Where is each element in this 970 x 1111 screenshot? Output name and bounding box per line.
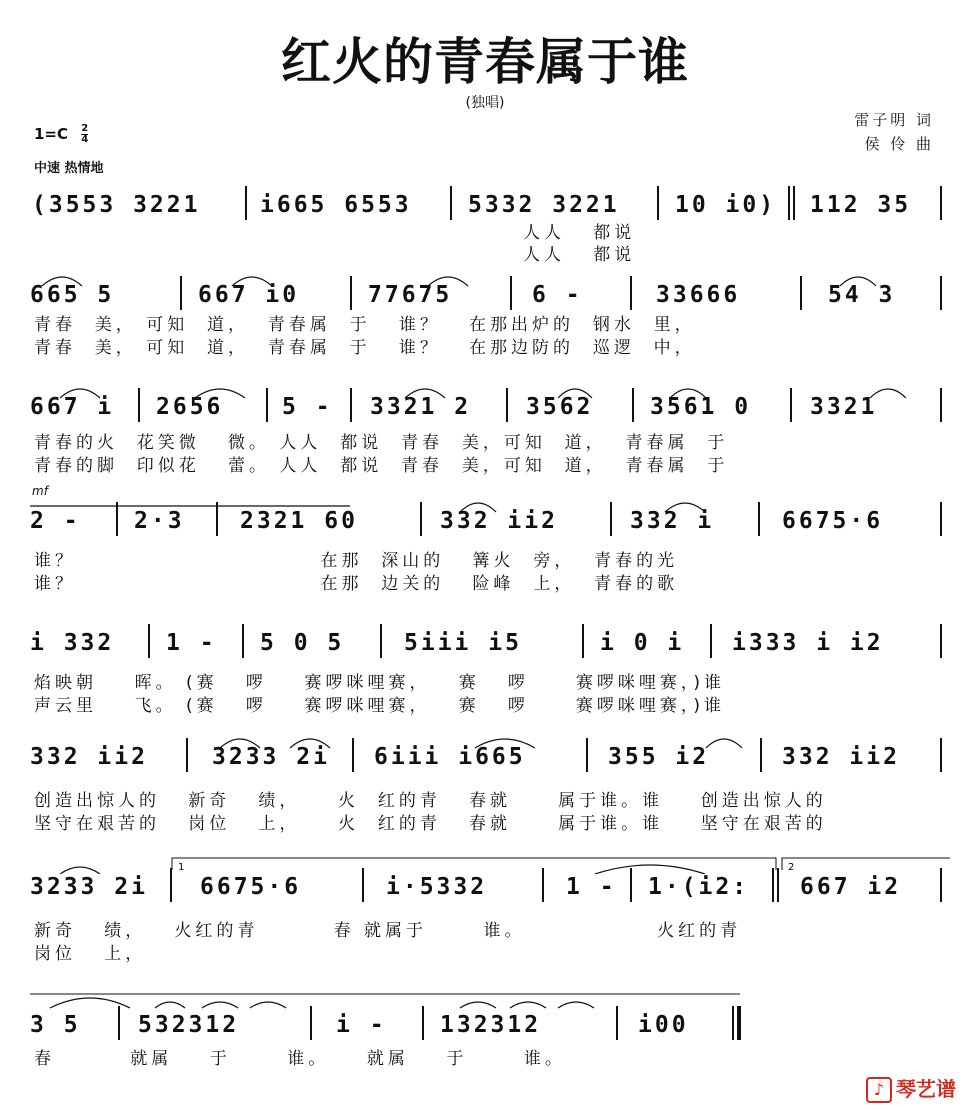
measure: 3562 (526, 394, 594, 420)
note-icon: ♪ (866, 1077, 892, 1103)
lyric-line-1: 青春 美， 可知 道， 青春属 于 谁？ 在那出炉的 钢水 里， (34, 315, 696, 335)
barline (542, 868, 544, 902)
score-system-5 (20, 618, 950, 716)
song-subtitle: (独唱) (465, 95, 505, 111)
measure: i333 i i2 (732, 630, 884, 656)
measure: i00 (638, 1012, 689, 1038)
measure: 1 - (166, 630, 217, 656)
score-system-4 (20, 496, 950, 594)
barline (732, 1006, 734, 1040)
barline (710, 624, 712, 658)
credits (854, 108, 934, 156)
measure: i 332 (30, 630, 115, 656)
measure: 5iii i5 (404, 630, 522, 656)
lyric-line-2: 青春 美， 可知 道， 青春属 于 谁？ 在那边防的 巡逻 中， (34, 338, 696, 358)
measure: 3561 0 (650, 394, 752, 420)
measure: 112 35 (810, 192, 912, 218)
barline (310, 1006, 312, 1040)
barline (586, 738, 588, 772)
barline (118, 1006, 120, 1040)
measure: 6675·6 (200, 874, 302, 900)
barline (362, 868, 364, 902)
barline (788, 186, 790, 220)
measure: 6iii i665 (374, 744, 526, 770)
measure: 532312 (138, 1012, 240, 1038)
composer: 侯 伶 曲 (864, 135, 934, 153)
lyric-line-1: 创造出惊人的 新奇 绩， 火 红的青 春就 属于谁。谁 创造出惊人的 (34, 791, 827, 811)
measure: 667 i0 (198, 282, 300, 308)
barline (616, 1006, 618, 1040)
measure: 3 5 (30, 1012, 81, 1038)
measure: 3321 (810, 394, 878, 420)
barline (940, 388, 942, 422)
barline (940, 186, 942, 220)
measure: 332 ii2 (30, 744, 148, 770)
measure: 332 ii2 (782, 744, 900, 770)
final-barline (737, 1006, 741, 1040)
score-system-2 (20, 270, 950, 360)
barline (148, 624, 150, 658)
watermark-text: 琴艺谱 (896, 1076, 956, 1101)
barline (610, 502, 612, 536)
barline (940, 868, 942, 902)
barline (350, 276, 352, 310)
score-system-1 (20, 180, 950, 265)
measure: 10 i0) (675, 192, 777, 218)
score-system-8 (20, 980, 950, 1070)
barline (242, 624, 244, 658)
score-system-6 (20, 732, 950, 834)
barline (138, 388, 140, 422)
key-label: 1=C (34, 125, 69, 143)
barline (116, 502, 118, 536)
measure: 5332 3221 (468, 192, 620, 218)
measure: 3321 2 (370, 394, 472, 420)
measure: 2 - (30, 508, 81, 534)
barline (216, 502, 218, 536)
measure: 5 0 5 (260, 630, 345, 656)
notes-row (20, 732, 950, 782)
song-title: 红火的青春属于谁 (281, 33, 689, 91)
notes-row (20, 862, 950, 912)
lyric-line-2: 青春的脚 印似花 蕾。 人人 都说 青春 美，可知 道， 青春属 于 (34, 456, 729, 476)
lyric-line-2: 岗位 上， (34, 944, 147, 964)
barline (630, 868, 632, 902)
watermark-logo (866, 1073, 956, 1104)
barline (380, 624, 382, 658)
barline (940, 276, 942, 310)
barline (758, 502, 760, 536)
dynamic-mark: mf (32, 484, 48, 498)
key-signature (34, 124, 88, 145)
measure: i·5332 (386, 874, 488, 900)
measure: 355 i2 (608, 744, 710, 770)
time-signature (81, 124, 88, 145)
measure: (3553 3221 (32, 192, 201, 218)
lyricist: 雷子明 词 (854, 111, 934, 129)
measure: 1 - (566, 874, 617, 900)
barline (266, 388, 268, 422)
notes-row (20, 618, 950, 668)
barline (352, 738, 354, 772)
measure: 2·3 (134, 508, 185, 534)
lyric-line-1: 青春的火 花笑微 微。 人人 都说 青春 美，可知 道， 青春属 于 (34, 433, 729, 453)
measure: 33666 (656, 282, 741, 308)
measure: 5 - (282, 394, 333, 420)
svg-text:2: 2 (788, 862, 795, 873)
barline (630, 276, 632, 310)
barline (245, 186, 247, 220)
barline (420, 502, 422, 536)
measure: 665 5 (30, 282, 115, 308)
lyric-line-1: 焰映朝 晖。 (赛 啰 赛啰咪哩赛， 赛 啰 赛啰咪哩赛，)谁 (34, 673, 726, 693)
barline (170, 868, 172, 902)
tempo-mark: 中速 热情地 (34, 161, 104, 176)
barline (186, 738, 188, 772)
notes-row (20, 1000, 950, 1050)
measure: 2321 60 (240, 508, 358, 534)
barline (760, 738, 762, 772)
barline (793, 186, 795, 220)
measure: 54 3 (828, 282, 896, 308)
barline (940, 502, 942, 536)
barline (777, 868, 779, 902)
lyric-line-2: 声云里 飞。 (赛 啰 赛啰咪哩赛， 赛 啰 赛啰咪哩赛，)谁 (34, 696, 726, 716)
time-bottom: 4 (81, 134, 89, 145)
svg-text:1: 1 (178, 862, 185, 873)
notes-row (20, 382, 950, 432)
measure: 132312 (440, 1012, 542, 1038)
score-system-3 (20, 382, 950, 476)
measure: 332 ii2 (440, 508, 558, 534)
measure: 77675 (368, 282, 453, 308)
barline (350, 388, 352, 422)
barline (790, 388, 792, 422)
measure: i - (336, 1012, 387, 1038)
lyric-line-1: 春 就属 于 谁。 就属 于 谁。 (34, 1049, 566, 1069)
barline (582, 624, 584, 658)
measure: i665 6553 (260, 192, 412, 218)
measure: 1·(i2: (648, 874, 750, 900)
measure: i 0 i (600, 630, 685, 656)
measure: 6675·6 (782, 508, 884, 534)
measure: 6 - (532, 282, 583, 308)
barline (632, 388, 634, 422)
barline (450, 186, 452, 220)
barline (657, 186, 659, 220)
barline (510, 276, 512, 310)
lyric-line-1: 人人 都说 (34, 223, 636, 243)
measure: 3233 2i (212, 744, 330, 770)
barline (772, 868, 774, 902)
lyric-line-1: 谁？ 在那 深山的 篝火 旁， 青春的光 (34, 551, 679, 571)
measure: 667 i2 (800, 874, 902, 900)
measure: 3233 2i (30, 874, 148, 900)
barline (800, 276, 802, 310)
measure: 667 i (30, 394, 115, 420)
lyric-line-1: 新奇 绩， 火红的青 春 就属于 谁。 火红的青 (34, 921, 742, 941)
notes-row (20, 496, 950, 546)
lyric-line-2: 人人 都说 (34, 245, 636, 265)
time-top: 2 (81, 123, 89, 134)
measure: 2656 (156, 394, 224, 420)
barline (940, 624, 942, 658)
barline (180, 276, 182, 310)
lyric-line-2: 谁？ 在那 边关的 险峰 上， 青春的歌 (34, 574, 679, 594)
score-system-7 (20, 850, 950, 964)
barline (422, 1006, 424, 1040)
lyric-line-2: 坚守在艰苦的 岗位 上， 火 红的青 春就 属于谁。谁 坚守在艰苦的 (34, 814, 827, 834)
measure: 332 i (630, 508, 715, 534)
barline (506, 388, 508, 422)
barline (940, 738, 942, 772)
